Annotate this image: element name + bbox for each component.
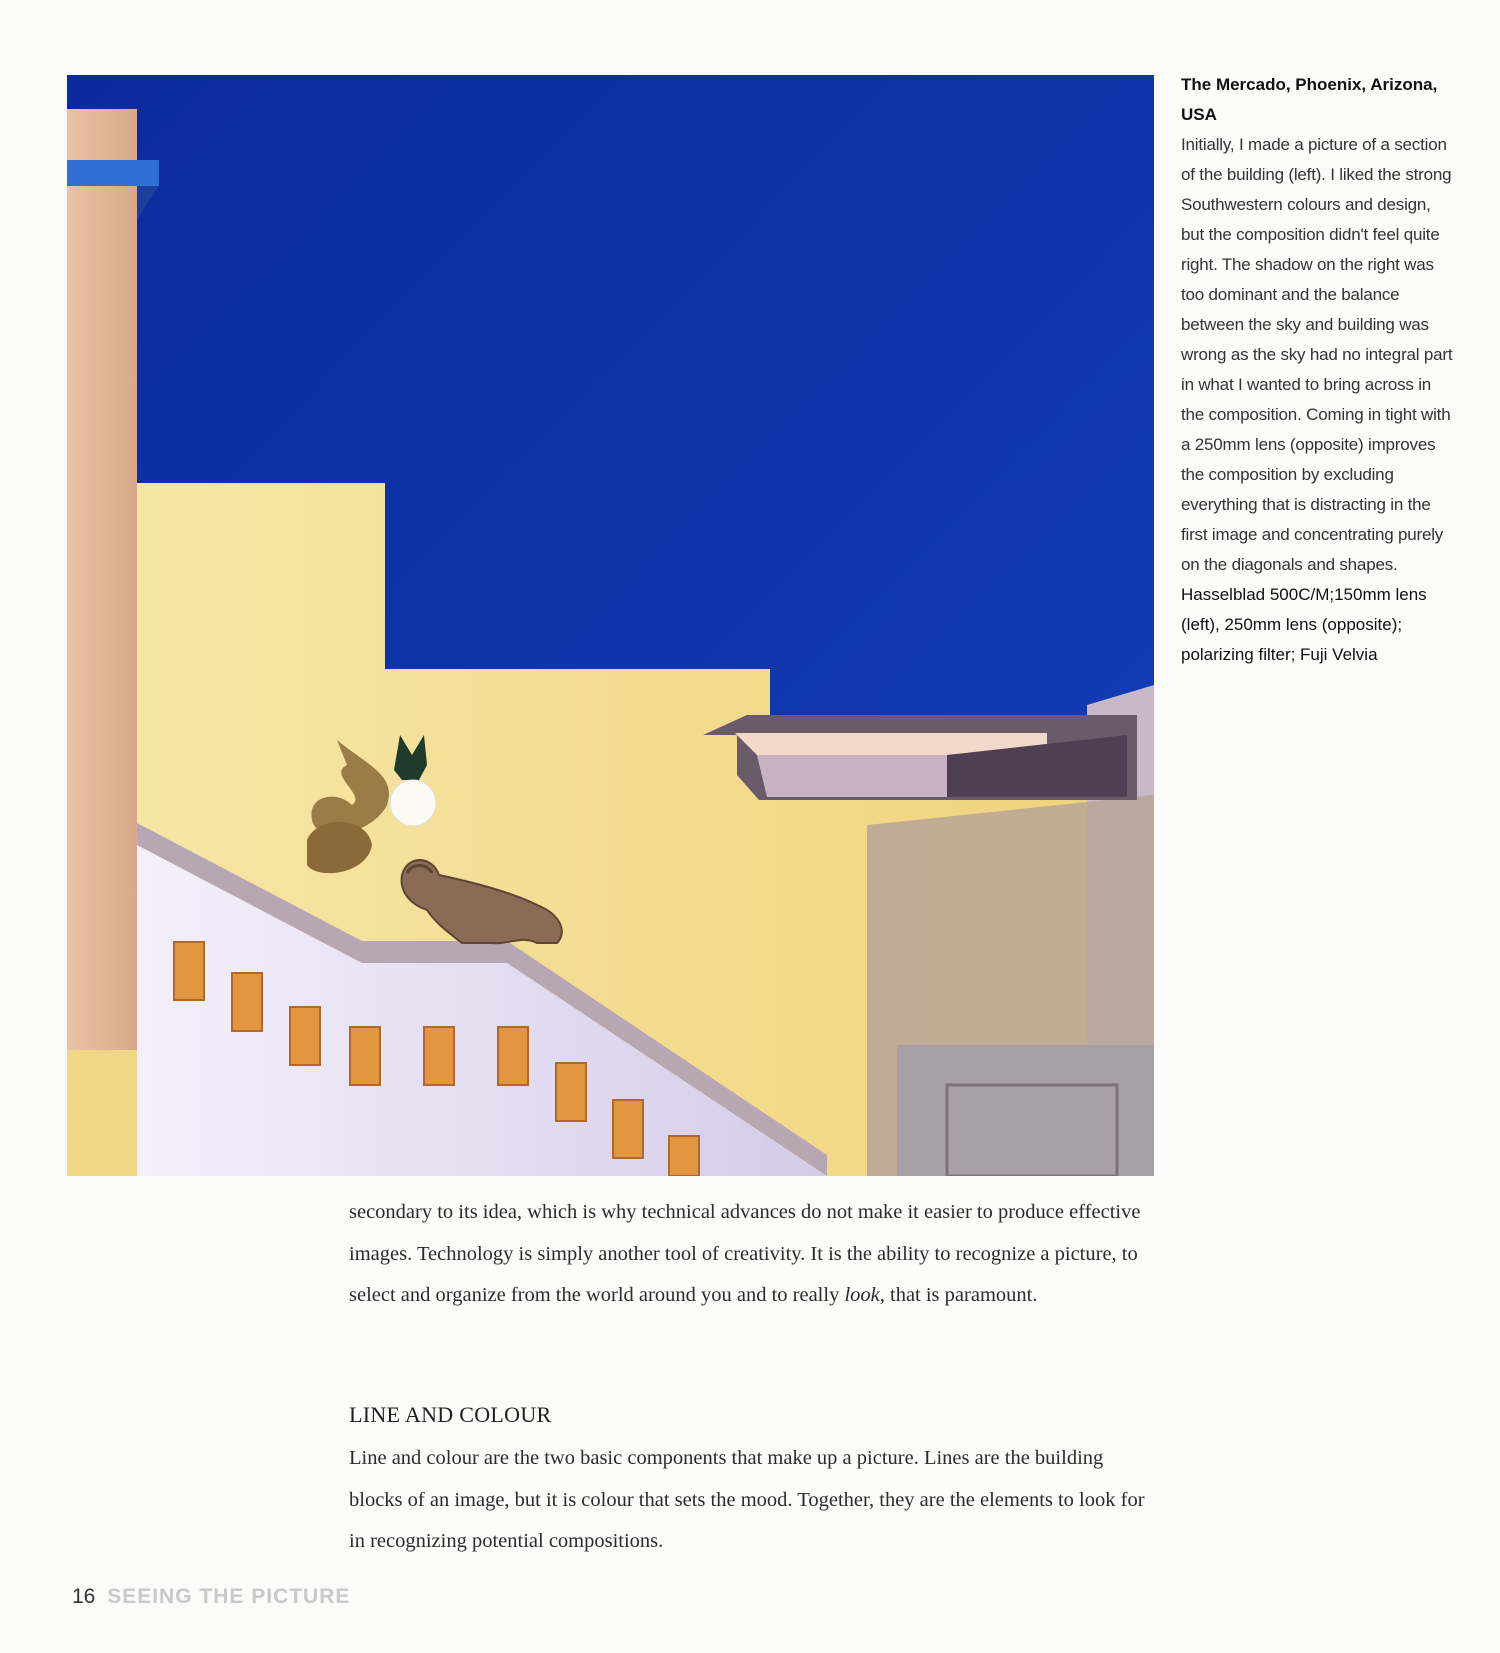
page-number: 16: [72, 1585, 96, 1608]
para1-text-before: secondary to its idea, which is why technical advances do not make it easier to produce effective images. Technology is simply another tool of creativity. It is the ability to recognize a picture, to select and organize from the world around you and to really: [349, 1201, 1141, 1306]
running-section-title: SEEING THE PICTURE: [107, 1585, 351, 1608]
caption-title: The Mercado, Phoenix, Arizona, USA: [1181, 75, 1438, 124]
architecture-photo: [67, 75, 1154, 1176]
section-heading: LINE AND COLOUR: [349, 1402, 552, 1427]
para1-emphasis: look,: [844, 1284, 885, 1306]
body-paragraph-2: Line and colour are the two basic components that make up a picture. Lines are the building blocks of an image, but it is colour that sets the mood. Together, they are the elements to look for in recognizing potential compositions.: [349, 1447, 1145, 1552]
caption-body: Initially, I made a picture of a section of the building (left). I liked the strong Southwestern colours and design, but the composition didn't feel quite right. The shadow on the right was too dominant and the balance between the sky and building was wrong as the sky had no integral part in what I wanted to bring across in the composition. Coming in tight with a 250mm lens (opposite) improves the composition by excluding everything that is distracting in the first image and concentrating purely on the diagonals and shapes.: [1181, 135, 1453, 574]
photo-caption: [1181, 70, 1456, 670]
para1-text-after: that is paramount.: [884, 1284, 1038, 1306]
caption-technical: Hasselblad 500C/M;150mm lens (left), 250mm lens (opposite); polarizing filter; Fuji Velvia: [1181, 585, 1427, 664]
page-footer: [72, 1585, 350, 1609]
body-paragraph-1: [349, 1192, 1149, 1317]
